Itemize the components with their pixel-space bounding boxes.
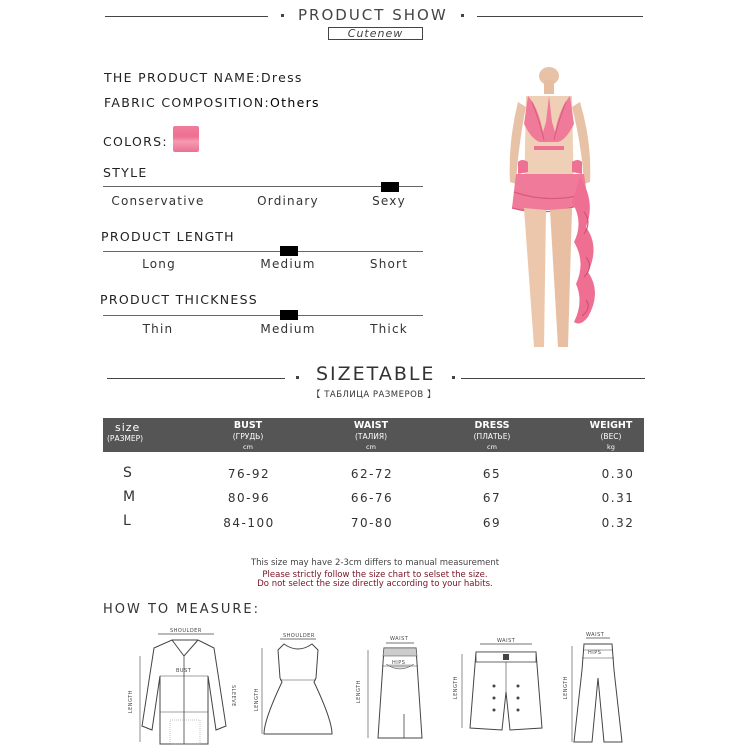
header-dot-right: [461, 14, 464, 17]
shirt-shoulder-label: SHOULDER: [170, 628, 202, 634]
col-size-name: size: [115, 421, 141, 434]
col-weight-name: WEIGHT: [589, 420, 633, 431]
sizetable-rule-left: [107, 378, 285, 379]
col-waist-ru: (ТАЛИЯ): [354, 432, 388, 441]
col-weight-unit: kg: [607, 443, 615, 451]
shirt-measure-diagram: [130, 626, 240, 748]
length-scale-marker: [280, 246, 298, 256]
row-weight: 0.32: [601, 516, 635, 530]
skirt-length-label: LENGTH: [356, 680, 362, 704]
dress-measure-diagram: [258, 630, 338, 740]
fabric-value: Others: [270, 95, 320, 110]
pants-length-label: LENGTH: [563, 676, 569, 700]
col-waist: [336, 420, 406, 453]
thickness-label-thin: Thin: [142, 322, 174, 336]
product-name-label: THE PRODUCT NAME:: [104, 70, 261, 85]
header-dot-left: [281, 14, 284, 17]
skirt-measure-diagram: [360, 634, 440, 744]
shirt-sleeve-label: SLEEVE: [230, 685, 236, 707]
thickness-title: PRODUCT THICKNESS: [100, 292, 259, 307]
sizetable-header: [103, 418, 644, 452]
thickness-label-thick: Thick: [370, 322, 408, 336]
product-name-value: Dress: [260, 70, 303, 85]
row-weight: 0.31: [601, 491, 635, 505]
length-label-long: Long: [142, 257, 176, 271]
row-waist: 62-72: [350, 467, 394, 481]
style-scale-track: [103, 186, 423, 187]
col-dress-name: DRESS: [474, 420, 510, 431]
col-size-ru: (РАЗМЕР): [107, 434, 144, 443]
sizetable-rule-right: [461, 378, 645, 379]
pants-waist-label: WAIST: [586, 632, 605, 638]
length-label-short: Short: [369, 257, 409, 271]
skirt-hips-label: HIPS: [392, 660, 406, 666]
col-weight: [579, 420, 643, 453]
style-label-conservative: Conservative: [111, 194, 205, 208]
row-size: M: [123, 489, 136, 505]
length-scale-track: [103, 251, 423, 252]
thickness-scale-track: [103, 315, 423, 316]
sizetable-dot-left: [296, 376, 299, 379]
dress-shoulder-label: SHOULDER: [283, 633, 315, 639]
row-waist: 70-80: [350, 516, 394, 530]
col-dress-unit: cm: [487, 443, 497, 451]
row-size: S: [123, 465, 132, 481]
note-measurement: This size may have 2-3cm differs to manual measurement: [250, 558, 500, 568]
col-bust-name: BUST: [233, 420, 263, 431]
shorts-waist-label: WAIST: [497, 638, 516, 644]
color-swatch-pink[interactable]: [173, 126, 199, 152]
style-title: STYLE: [103, 165, 148, 180]
row-dress: 65: [482, 467, 502, 481]
col-dress: [457, 420, 527, 453]
thickness-label-medium: Medium: [260, 322, 316, 336]
style-scale-marker: [381, 182, 399, 192]
skirt-waist-label: WAIST: [390, 636, 409, 642]
note-habits: Do not select the size directly according to your habits.: [257, 579, 493, 589]
row-size: L: [123, 513, 131, 529]
fabric-row: [104, 95, 320, 110]
fabric-label: FABRIC COMPOSITION:: [104, 95, 271, 110]
length-title: PRODUCT LENGTH: [101, 229, 235, 244]
dress-length-label: LENGTH: [254, 688, 260, 712]
col-waist-name: WAIST: [353, 420, 389, 431]
col-weight-ru: (ВЕС): [600, 432, 622, 441]
length-label-medium: Medium: [260, 257, 316, 271]
product-photo: [488, 62, 618, 352]
page-title: PRODUCT SHOW: [298, 6, 448, 24]
col-bust-ru: (ГРУДЬ): [232, 432, 264, 441]
col-size: [107, 422, 157, 444]
sizetable-subtitle: 【 ТАБЛИЦА РАЗМЕРОВ 】: [312, 390, 436, 400]
row-weight: 0.30: [601, 467, 635, 481]
product-name-row: [104, 70, 303, 85]
style-label-sexy: Sexy: [372, 194, 406, 208]
shorts-measure-diagram: [456, 636, 556, 736]
how-to-measure-title: HOW TO MEASURE:: [103, 602, 261, 617]
colors-label: COLORS:: [103, 134, 168, 149]
shirt-length-label: LENGTH: [128, 690, 134, 714]
pants-hips-label: HIPS: [588, 650, 602, 656]
row-bust: 84-100: [223, 516, 275, 530]
note-follow-chart: Please strictly follow the size chart to selset the size.: [262, 570, 488, 580]
row-dress: 67: [482, 491, 502, 505]
row-bust: 76-92: [227, 467, 271, 481]
row-dress: 69: [482, 516, 502, 530]
row-waist: 66-76: [350, 491, 394, 505]
thickness-scale-marker: [280, 310, 298, 320]
col-bust-unit: cm: [243, 443, 253, 451]
header-rule-right: [477, 16, 643, 17]
shirt-bust-label: BUST: [176, 668, 192, 674]
col-bust: [213, 420, 283, 453]
shorts-length-label: LENGTH: [453, 676, 459, 700]
header-rule-left: [105, 16, 268, 17]
brand-label: Cutenew: [328, 27, 423, 40]
pants-measure-diagram: [568, 630, 628, 746]
sizetable-title: SIZETABLE: [316, 363, 436, 385]
style-label-ordinary: Ordinary: [257, 194, 319, 208]
col-waist-unit: cm: [366, 443, 376, 451]
row-bust: 80-96: [227, 491, 271, 505]
sizetable-dot-right: [452, 376, 455, 379]
col-dress-ru: (ПЛАТЬЕ): [473, 432, 511, 441]
